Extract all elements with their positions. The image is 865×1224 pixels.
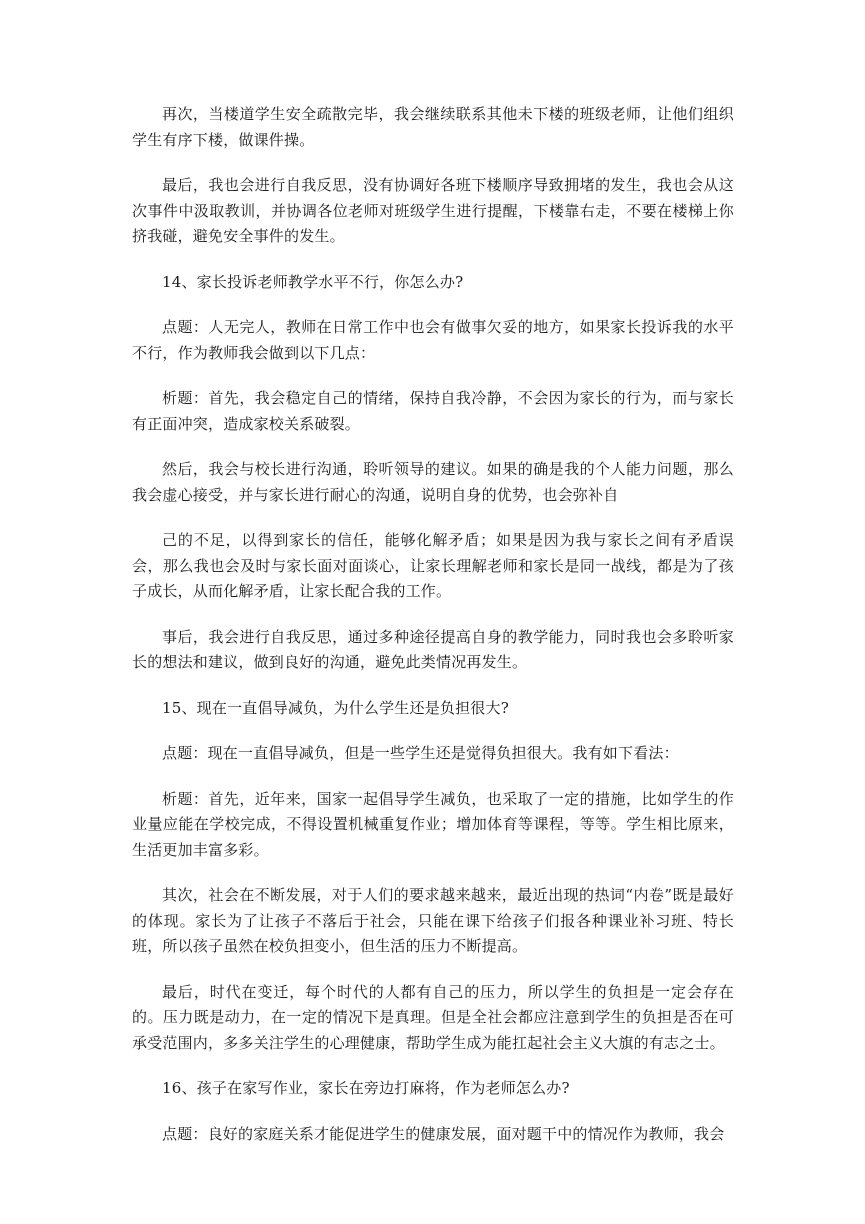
paragraph: 最后，时代在变迁，每个时代的人都有自己的压力，所以学生的负担是一定会存在的。压力既是动力，在一定的情况下是真理。但是全社会都应注意到学生的负担是否在可承受范围内，多多关注学生的心理健康，帮助学生成为能扛起社会主义大旗的有志之士。 <box>132 982 734 1052</box>
paragraph: 己的不足，以得到家长的信任，能够化解矛盾；如果是因为我与家长之间有矛盾误会，那么我也会及时与家长面对面谈心，让家长理解老师和家长是同一战线，都是为了孩子成长，从而化解矛盾，让家长配合我的工作。 <box>132 531 734 600</box>
paragraph: 点题：良好的家庭关系才能促进学生的健康发展，面对题干中的情况作为教师，我会 <box>162 1124 725 1143</box>
paragraph: 析题：首先，我会稳定自己的情绪，保持自我冷静，不会因为家长的行为，而与家长有正面冲突，造成家校关系破裂。 <box>132 389 734 433</box>
paragraph: 其次，社会在不断发展，对于人们的要求越来越来，最近出现的热词“内卷”既是最好的体现。家长为了让孩子不落后于社会，只能在课下给孩子们报各种课业补习班、特长班，所以孩子虽然在校负担变小，但生活的压力不断提高。 <box>132 886 734 955</box>
question-heading: 15、现在一直倡导减负，为什么学生还是负担很大? <box>162 698 509 717</box>
question-heading: 14、家长投诉老师教学水平不行，你怎么办? <box>162 272 464 291</box>
question-heading: 16、孩子在家写作业，家长在旁边打麻将，作为老师怎么办? <box>162 1079 570 1097</box>
paragraph: 然后，我会与校长进行沟通，聆听领导的建议。如果的确是我的个人能力问题，那么我会虚心接受，并与家长进行耐心的沟通，说明自身的优势，也会弥补自 <box>132 460 734 504</box>
paragraph: 事后，我会进行自我反思，通过多种途径提高自身的教学能力，同时我也会多聆听家长的想法和建议，做到良好的沟通，避免此类情况再发生。 <box>132 627 734 671</box>
document-page <box>132 102 734 1147</box>
paragraph: 点题：现在一直倡导减负，但是一些学生还是觉得负担很大。我有如下看法： <box>162 744 679 762</box>
paragraph: 析题：首先，近年来，国家一起倡导学生减负，也采取了一定的措施，比如学生的作业量应能在学校完成，不得设置机械重复作业；增加体育等课程，等等。学生相比原来，生活更加丰富多彩。 <box>132 789 734 859</box>
paragraph: 再次，当楼道学生安全疏散完毕，我会继续联系其他未下楼的班级老师，让他们组织学生有序下楼，做课件操。 <box>132 105 734 149</box>
paragraph: 最后，我也会进行自我反思，没有协调好各班下楼顺序导致拥堵的发生，我也会从这次事件中汲取教训，并协调各位老师对班级学生进行提醒，下楼靠右走，不要在楼梯上你挤我碰，避免安全事件的发生。 <box>132 176 734 245</box>
paragraph: 点题：人无完人，教师在日常工作中也会有做事欠妥的地方，如果家长投诉我的水平不行，作为教师我会做到以下几点： <box>132 318 734 362</box>
